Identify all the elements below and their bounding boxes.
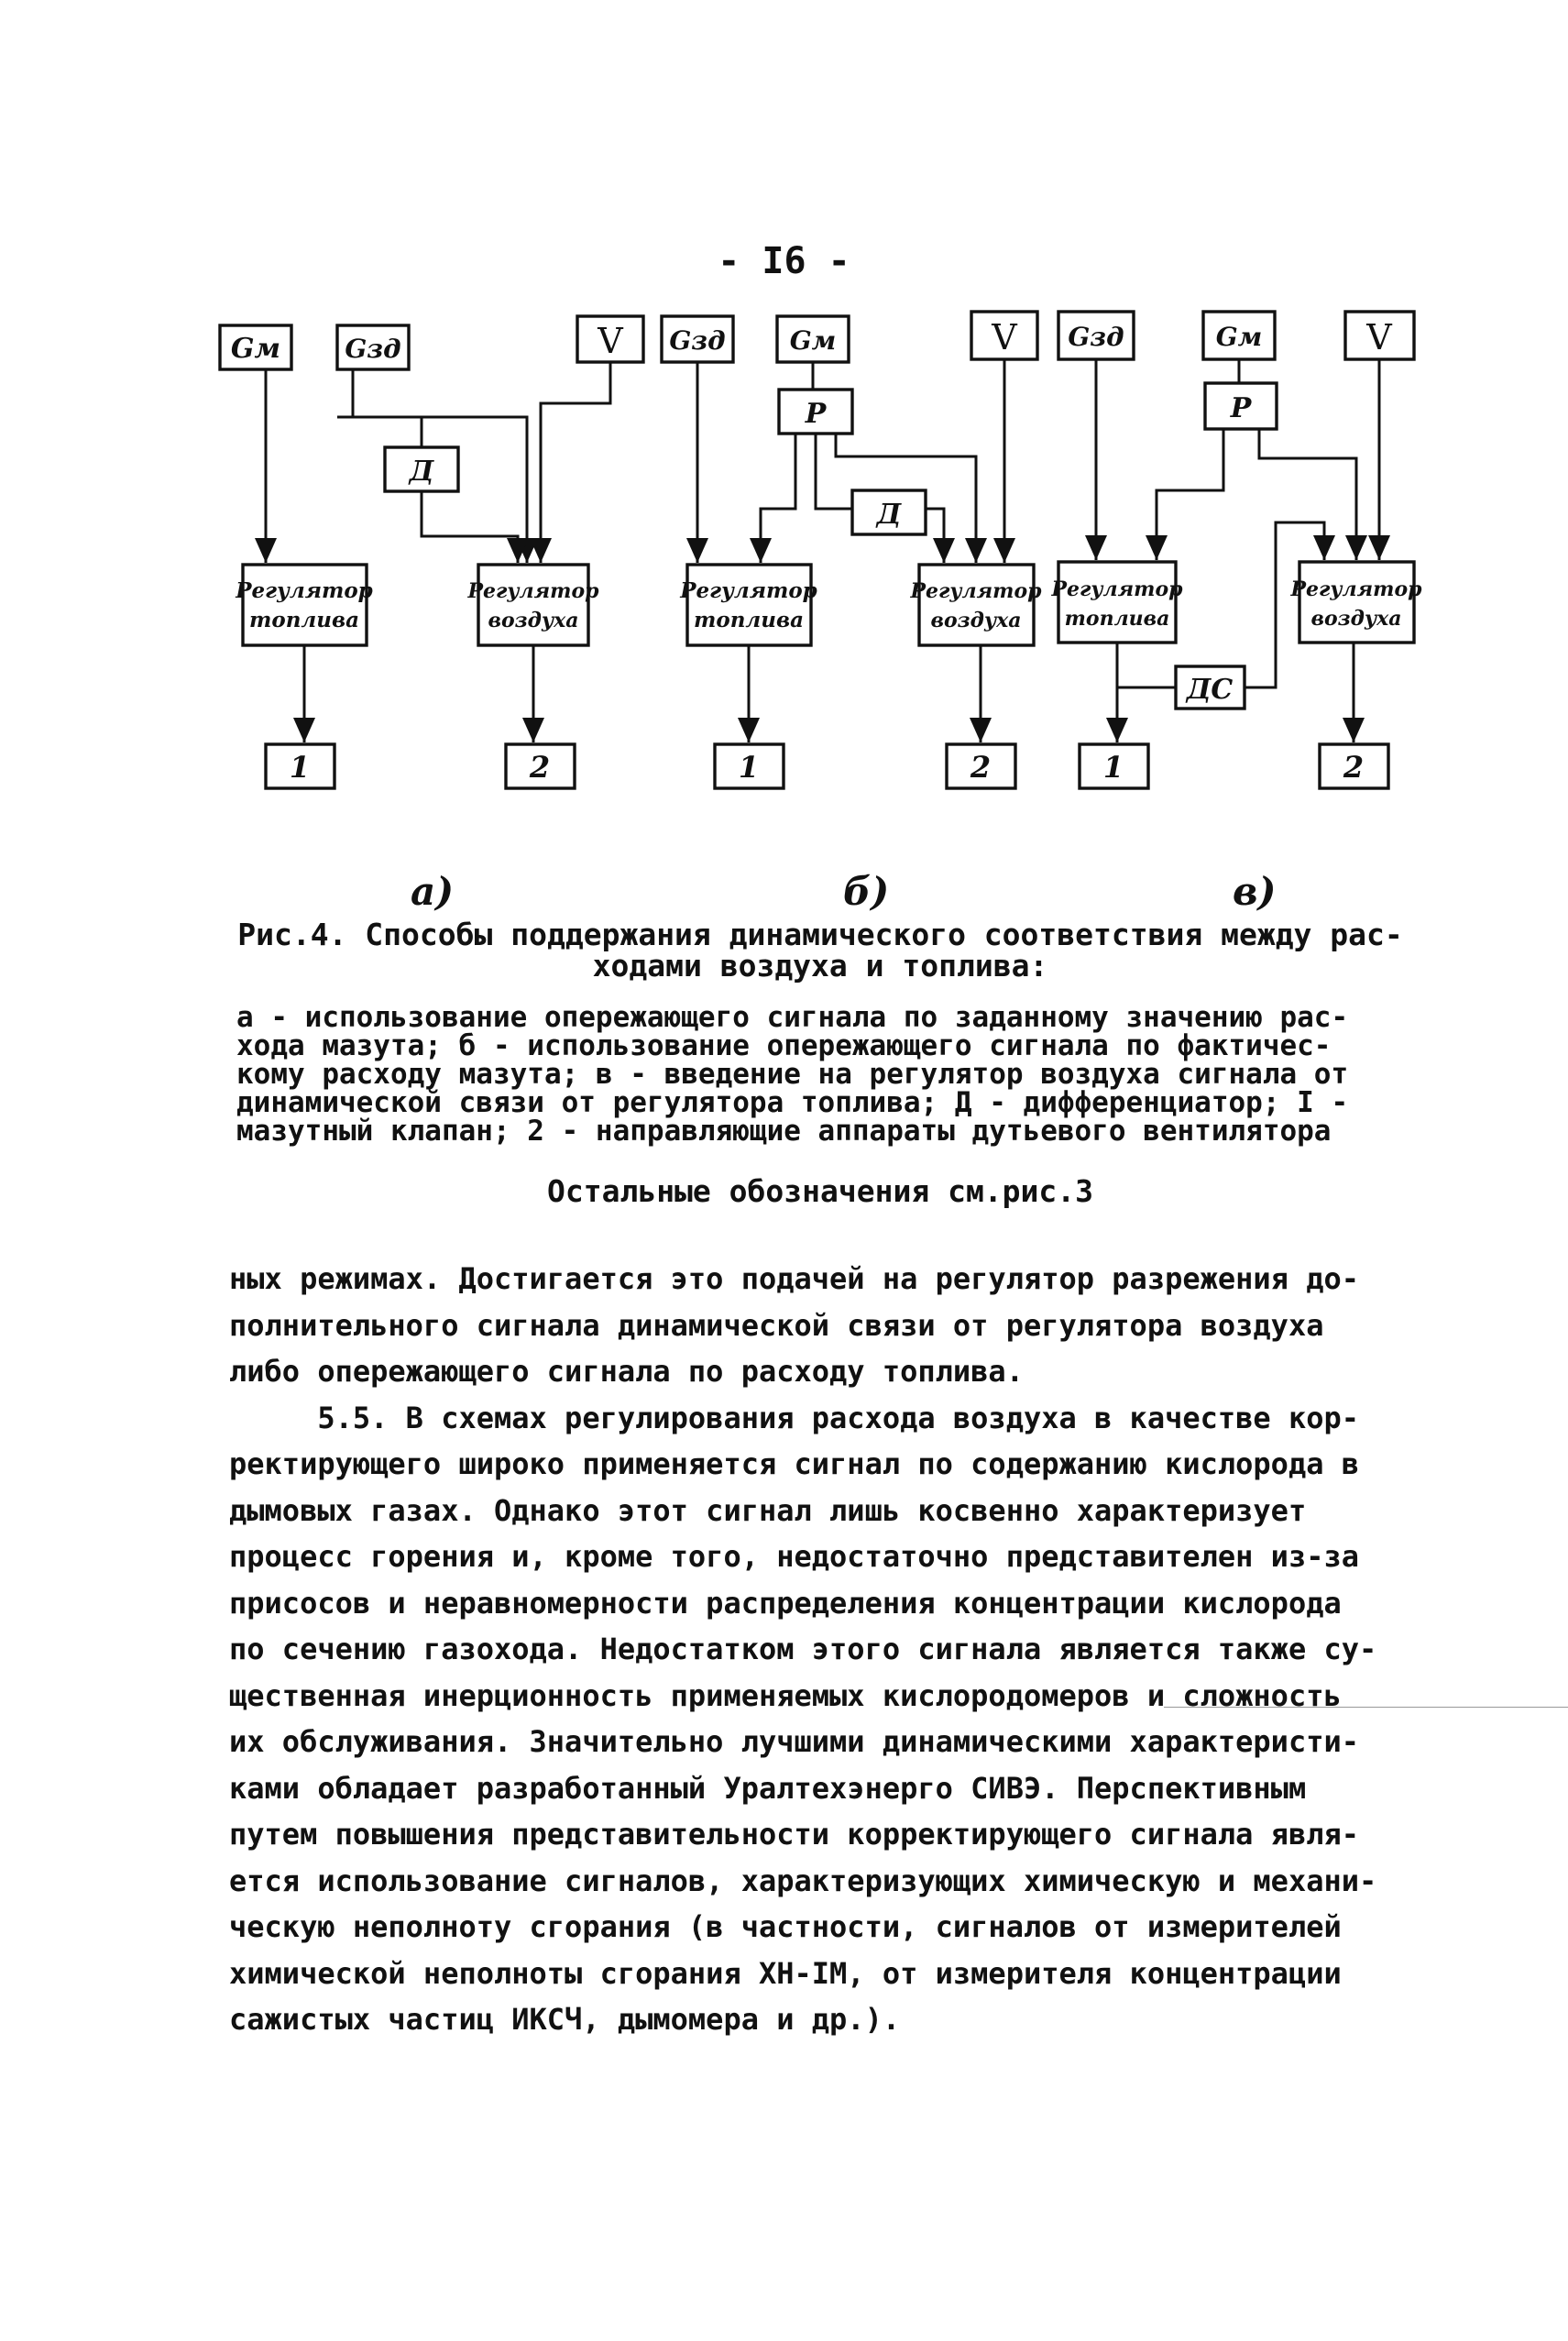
caption-legend-line: хода мазута; б - использование опережающего сигнала по фактичес- bbox=[236, 1029, 1332, 1062]
block-v-label: V bbox=[598, 321, 623, 361]
block-out-2-label: 2 bbox=[970, 750, 992, 785]
caption-title-line: ходами воздуха и топлива: bbox=[592, 948, 1048, 984]
fuel-regulator-label-2: топлива bbox=[694, 608, 804, 632]
block-g-zd-label: Gзд bbox=[1068, 322, 1124, 352]
block-d-label: Д bbox=[876, 499, 902, 531]
fuel-regulator-label-1: Регулятор bbox=[1051, 577, 1183, 601]
body-line: процесс горения и, кроме того, недостаточно представителен из-за bbox=[229, 1539, 1359, 1574]
block-fuel-regulator bbox=[243, 565, 367, 645]
block-r-label: Р bbox=[1230, 392, 1252, 424]
fuel-regulator-label-2: топлива bbox=[249, 608, 359, 632]
block-v-label: V bbox=[992, 317, 1017, 357]
fuel-regulator-label-2: топлива bbox=[1064, 607, 1170, 631]
caption-legend-line: мазутный клапан; 2 - направляющие аппараты дутьевого вентилятора bbox=[236, 1115, 1332, 1148]
body-line: химической неполноты сгорания ХН-IМ, от измерителя концентрации bbox=[229, 1955, 1342, 1991]
body-line: путем повышения представительности корректирующего сигнала явля- bbox=[229, 1817, 1359, 1852]
caption-legend-line: а - использование опережающего сигнала по заданному значению рас- bbox=[236, 1001, 1349, 1034]
block-fuel-regulator bbox=[687, 565, 811, 645]
diagram-c bbox=[1050, 312, 1422, 788]
air-regulator-label-1: Регулятор bbox=[467, 579, 599, 603]
diagram-a bbox=[220, 316, 643, 788]
block-g-zd-label: Gзд bbox=[345, 334, 401, 364]
body-line: ных режимах. Достигается это подачей на регулятор разрежения до- bbox=[229, 1261, 1359, 1296]
block-g-m-label: Gм bbox=[1215, 322, 1263, 352]
caption-legend-line: кому расходу мазута; в - введение на регулятор воздуха сигнала от bbox=[236, 1058, 1349, 1091]
body-line: щественная инерционность применяемых кислородомеров и сложность bbox=[229, 1677, 1342, 1713]
body-line: дымовых газах. Однако этот сигнал лишь косвенно характеризует bbox=[229, 1492, 1307, 1528]
caption-title-line: Рис.4. Способы поддержания динамического соответствия между рас- bbox=[237, 917, 1403, 952]
caption-other-designations: Остальные обозначения см.рис.3 bbox=[546, 1173, 1094, 1209]
block-air-regulator bbox=[478, 565, 588, 645]
block-out-2-label: 2 bbox=[529, 750, 551, 785]
figure-4-diagrams bbox=[0, 0, 1568, 843]
block-r-label: Р bbox=[805, 398, 827, 430]
air-regulator-label-1: Регулятор bbox=[910, 579, 1042, 603]
fuel-regulator-label-1: Регулятор bbox=[680, 578, 817, 603]
block-out-1-label: 1 bbox=[1102, 750, 1124, 785]
block-air-regulator bbox=[919, 565, 1034, 645]
sublabel-c: в) bbox=[1233, 869, 1277, 914]
block-g-zd-label: Gзд bbox=[669, 325, 726, 356]
diagram-b bbox=[662, 312, 1042, 788]
body-line: 5.5. В схемах регулирования расхода воздуха в качестве кор- bbox=[229, 1400, 1359, 1435]
body-line: их обслуживания. Значительно лучшими динамическими характеристи- bbox=[229, 1724, 1359, 1759]
fuel-regulator-label-1: Регулятор bbox=[236, 578, 373, 603]
block-g-m-label: Gм bbox=[789, 325, 837, 356]
block-out-2-label: 2 bbox=[1343, 750, 1365, 785]
block-out-1-label: 1 bbox=[289, 750, 311, 785]
body-line: по сечению газохода. Недостатком этого сигнала является также су- bbox=[229, 1632, 1377, 1666]
air-regulator-label-1: Регулятор bbox=[1290, 577, 1422, 601]
body-text bbox=[229, 1256, 1420, 2043]
body-line: ется использование сигналов, характеризующих химическую и механи- bbox=[229, 1863, 1377, 1898]
body-line: присосов и неравномерности распределения концентрации кислорода bbox=[229, 1585, 1342, 1621]
body-line: сажистых частиц ИКСЧ, дымомера и др.). bbox=[229, 2002, 901, 2037]
body-line: либо опережающего сигнала по расходу топлива. bbox=[229, 1354, 1024, 1389]
air-regulator-label-2: воздуха bbox=[930, 609, 1022, 632]
figure-caption-title bbox=[229, 919, 1411, 982]
page-number: - I6 - bbox=[718, 240, 850, 282]
body-line: ректирующего широко применяется сигнал по содержанию кислорода в bbox=[229, 1446, 1359, 1481]
body-line: полнительного сигнала динамической связи от регулятора воздуха bbox=[229, 1307, 1324, 1343]
body-line: ками обладает разработанный Уралтехэнерго СИВЭ. Перспективным bbox=[229, 1770, 1307, 1806]
block-g-m-label: Gм bbox=[230, 333, 281, 365]
scan-artifact-line bbox=[1164, 1707, 1568, 1708]
body-line: ческую неполноту сгорания (в частности, сигналов от измерителей bbox=[229, 1909, 1342, 1944]
air-regulator-label-2: воздуха bbox=[1310, 607, 1402, 631]
block-out-1-label: 1 bbox=[738, 750, 760, 785]
block-v-label: V bbox=[1366, 317, 1392, 357]
block-ds-label: ДС bbox=[1186, 674, 1234, 706]
figure-caption-legend bbox=[236, 1001, 1428, 1148]
sublabel-b: б) bbox=[843, 869, 890, 914]
block-d-label: Д bbox=[409, 456, 434, 488]
sublabel-a: а) bbox=[411, 869, 455, 914]
caption-legend-line: динамической связи от регулятора топлива; Д - дифференциатор; I - bbox=[236, 1086, 1349, 1119]
air-regulator-label-2: воздуха bbox=[488, 609, 579, 632]
